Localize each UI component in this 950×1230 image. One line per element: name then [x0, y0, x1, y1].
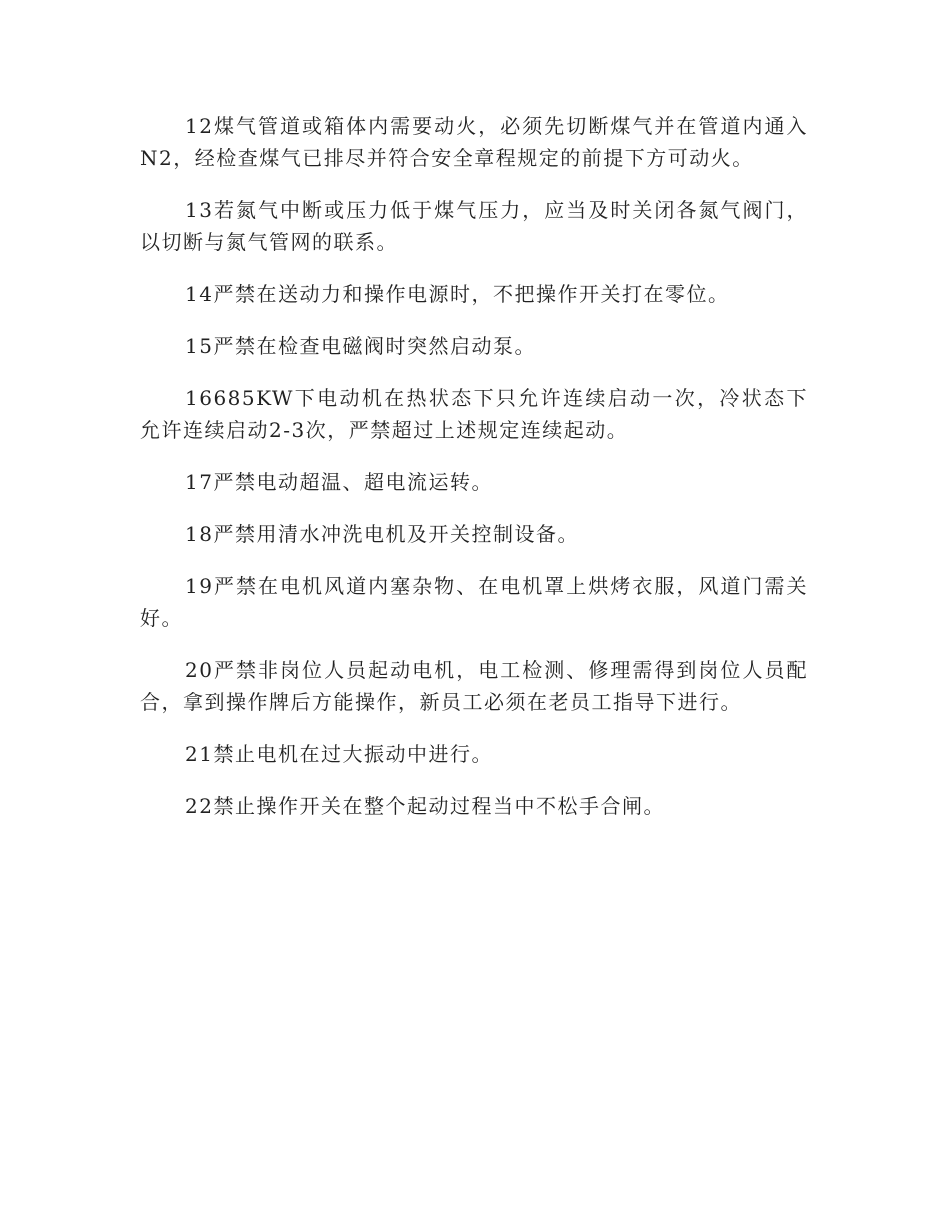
paragraph-17: 17严禁电动超温、超电流运转。 [185, 470, 493, 494]
paragraph-13: 13若氮气中断或压力低于煤气压力，应当及时关闭各氮气阀门，以切断与氮气管网的联系。 [140, 198, 808, 254]
paragraph-14: 14严禁在送动力和操作电源时，不把操作开关打在零位。 [185, 282, 730, 306]
paragraph-16: 16685KW下电动机在热状态下只允许连续启动一次，冷状态下允许连续启动2-3次，严禁超过上述规定连续起动。 [140, 386, 808, 442]
paragraph-21: 21禁止电机在过大振动中进行。 [185, 742, 493, 766]
paragraph-18: 18严禁用清水冲洗电机及开关控制设备。 [185, 522, 579, 546]
paragraph-12: 12煤气管道或箱体内需要动火，必须先切断煤气并在管道内通入N2，经检查煤气已排尽并符合安全章程规定的前提下方可动火。 [140, 114, 808, 170]
paragraph-15: 15严禁在检查电磁阀时突然启动泵。 [185, 334, 536, 358]
paragraph-22: 22禁止操作开关在整个起动过程当中不松手合闸。 [185, 794, 665, 818]
paragraph-20: 20严禁非岗位人员起动电机，电工检测、修理需得到岗位人员配合，拿到操作牌后方能操作，新员工必须在老员工指导下进行。 [140, 658, 808, 714]
paragraph-19: 19严禁在电机风道内塞杂物、在电机罩上烘烤衣服，风道门需关好。 [140, 574, 808, 630]
document-body [140, 110, 808, 842]
